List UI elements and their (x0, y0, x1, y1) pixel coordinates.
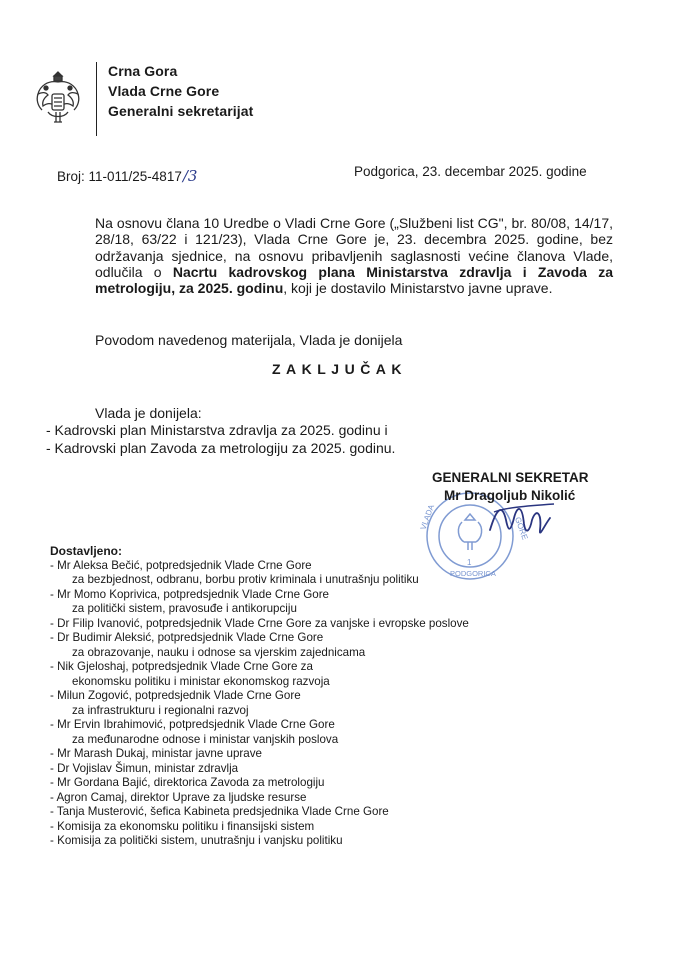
list-item: - Dr Budimir Aleksić, potpredsjednik Vlade Crne Gore (50, 631, 324, 644)
reference-number: Broj: 11-011/25-4817/3 (57, 167, 198, 185)
body-paragraph-1: Na osnovu člana 10 Uredbe o Vladi Crne Gore („Službeni list CG", br. 80/08, 14/17, 28/18, 63/22 i 121/23), Vlada Crne Gore je, 23. decembra 2025. godine, bez održavanja sjednice, na osnovu pribavljenih saglasnosti većine članova Vlade, odlučila o Nacrtu kadrovskog plana Ministarstva zdravlja i Zavoda za metrologiju, za 2025. godinu, koji je dostavilo Ministarstvo javne uprave. (95, 215, 614, 297)
coat-of-arms-icon (34, 68, 82, 128)
list-item: - Dr Filip Ivanović, potpredsjednik Vlade Crne Gore za vanjske i evropske poslove (50, 616, 469, 630)
subject-bold: Nacrtu kadrovskog plana Ministarstva zdravlja i Zavoda za metrologiju, za 2025. godinu (95, 263, 614, 297)
list-item: - Komisija za politički sistem, unutrašnju i vanjsku politiku (50, 834, 343, 847)
stamp-city: PODGORICA (450, 569, 496, 578)
list-item: - Mr Momo Koprivica, potpredsjednik Vlade Crne Gore (50, 587, 330, 601)
list-item: ekonomsku politiku i ministar ekonomskog razvoja (72, 674, 330, 688)
stamp-letters-left: VLADA (418, 503, 437, 532)
list-item: za politički sistem, pravosuđe i antikorupciju (72, 602, 297, 615)
decision-item-1: - Kadrovski plan Ministarstva zdravlja za 2025. godinu i (46, 422, 388, 438)
header-divider (96, 62, 97, 136)
list-item: - Mr Aleksa Bečić, potpredsjednik Vlade Crne Gore (50, 558, 312, 572)
list-item: - Komisija za ekonomsku politiku i finansijski sistem (50, 819, 315, 833)
list-item: - Milun Zogović, potpredsjednik Vlade Crne Gore (50, 689, 301, 702)
list-item: - Mr Ervin Ibrahimović, potpredsjednik Vlade Crne Gore (50, 718, 335, 731)
signatory-role: GENERALNI SEKRETAR (432, 470, 589, 485)
list-item: za infrastrukturu i regionalni razvoj (72, 703, 249, 717)
list-item: - Nik Gjeloshaj, potpredsjednik Vlade Crne Gore za (50, 660, 313, 673)
place-date: Podgorica, 23. decembar 2025. godine (354, 164, 587, 179)
body-paragraph-3: Vlada je donijela: (95, 405, 202, 421)
list-item: - Agron Camaj, direktor Uprave za ljudske resurse (50, 790, 307, 804)
list-item: - Mr Marash Dukaj, ministar javne uprave (50, 747, 262, 760)
handwritten-suffix: /3 (182, 167, 198, 185)
stamp-number: 1 (467, 558, 472, 567)
stamp-letters-right: GORE (512, 515, 530, 542)
decision-item-2: - Kadrovski plan Zavoda za metrologiju za 2025. godinu. (46, 440, 396, 456)
header-government: Vlada Crne Gore (108, 83, 220, 99)
header-country: Crna Gora (108, 63, 178, 79)
list-item: - Dr Vojislav Šimun, ministar zdravlja (50, 761, 239, 775)
list-item: - Tanja Musterović, šefica Kabineta predsjednika Vlade Crne Gore (50, 805, 389, 818)
distribution-heading: Dostavljeno: (50, 544, 123, 558)
signatory-name: Mr Dragoljub Nikolić (444, 488, 576, 503)
body-paragraph-2: Povodom navedenog materijala, Vlada je donijela (95, 332, 403, 348)
list-item: za međunarodne odnose i ministar vanjskih poslova (72, 732, 339, 746)
distribution-list (50, 544, 469, 849)
list-item: za obrazovanje, nauku i odnose sa vjerskim zajednicama (72, 645, 366, 659)
header-secretariat: Generalni sekretarijat (108, 103, 254, 119)
document-title: ZAKLJUČAK (271, 361, 408, 377)
list-item: - Mr Gordana Bajić, direktorica Zavoda za metrologiju (50, 776, 325, 789)
list-item: za bezbjednost, odbranu, borbu protiv kriminala i unutrašnju politiku (72, 573, 419, 586)
